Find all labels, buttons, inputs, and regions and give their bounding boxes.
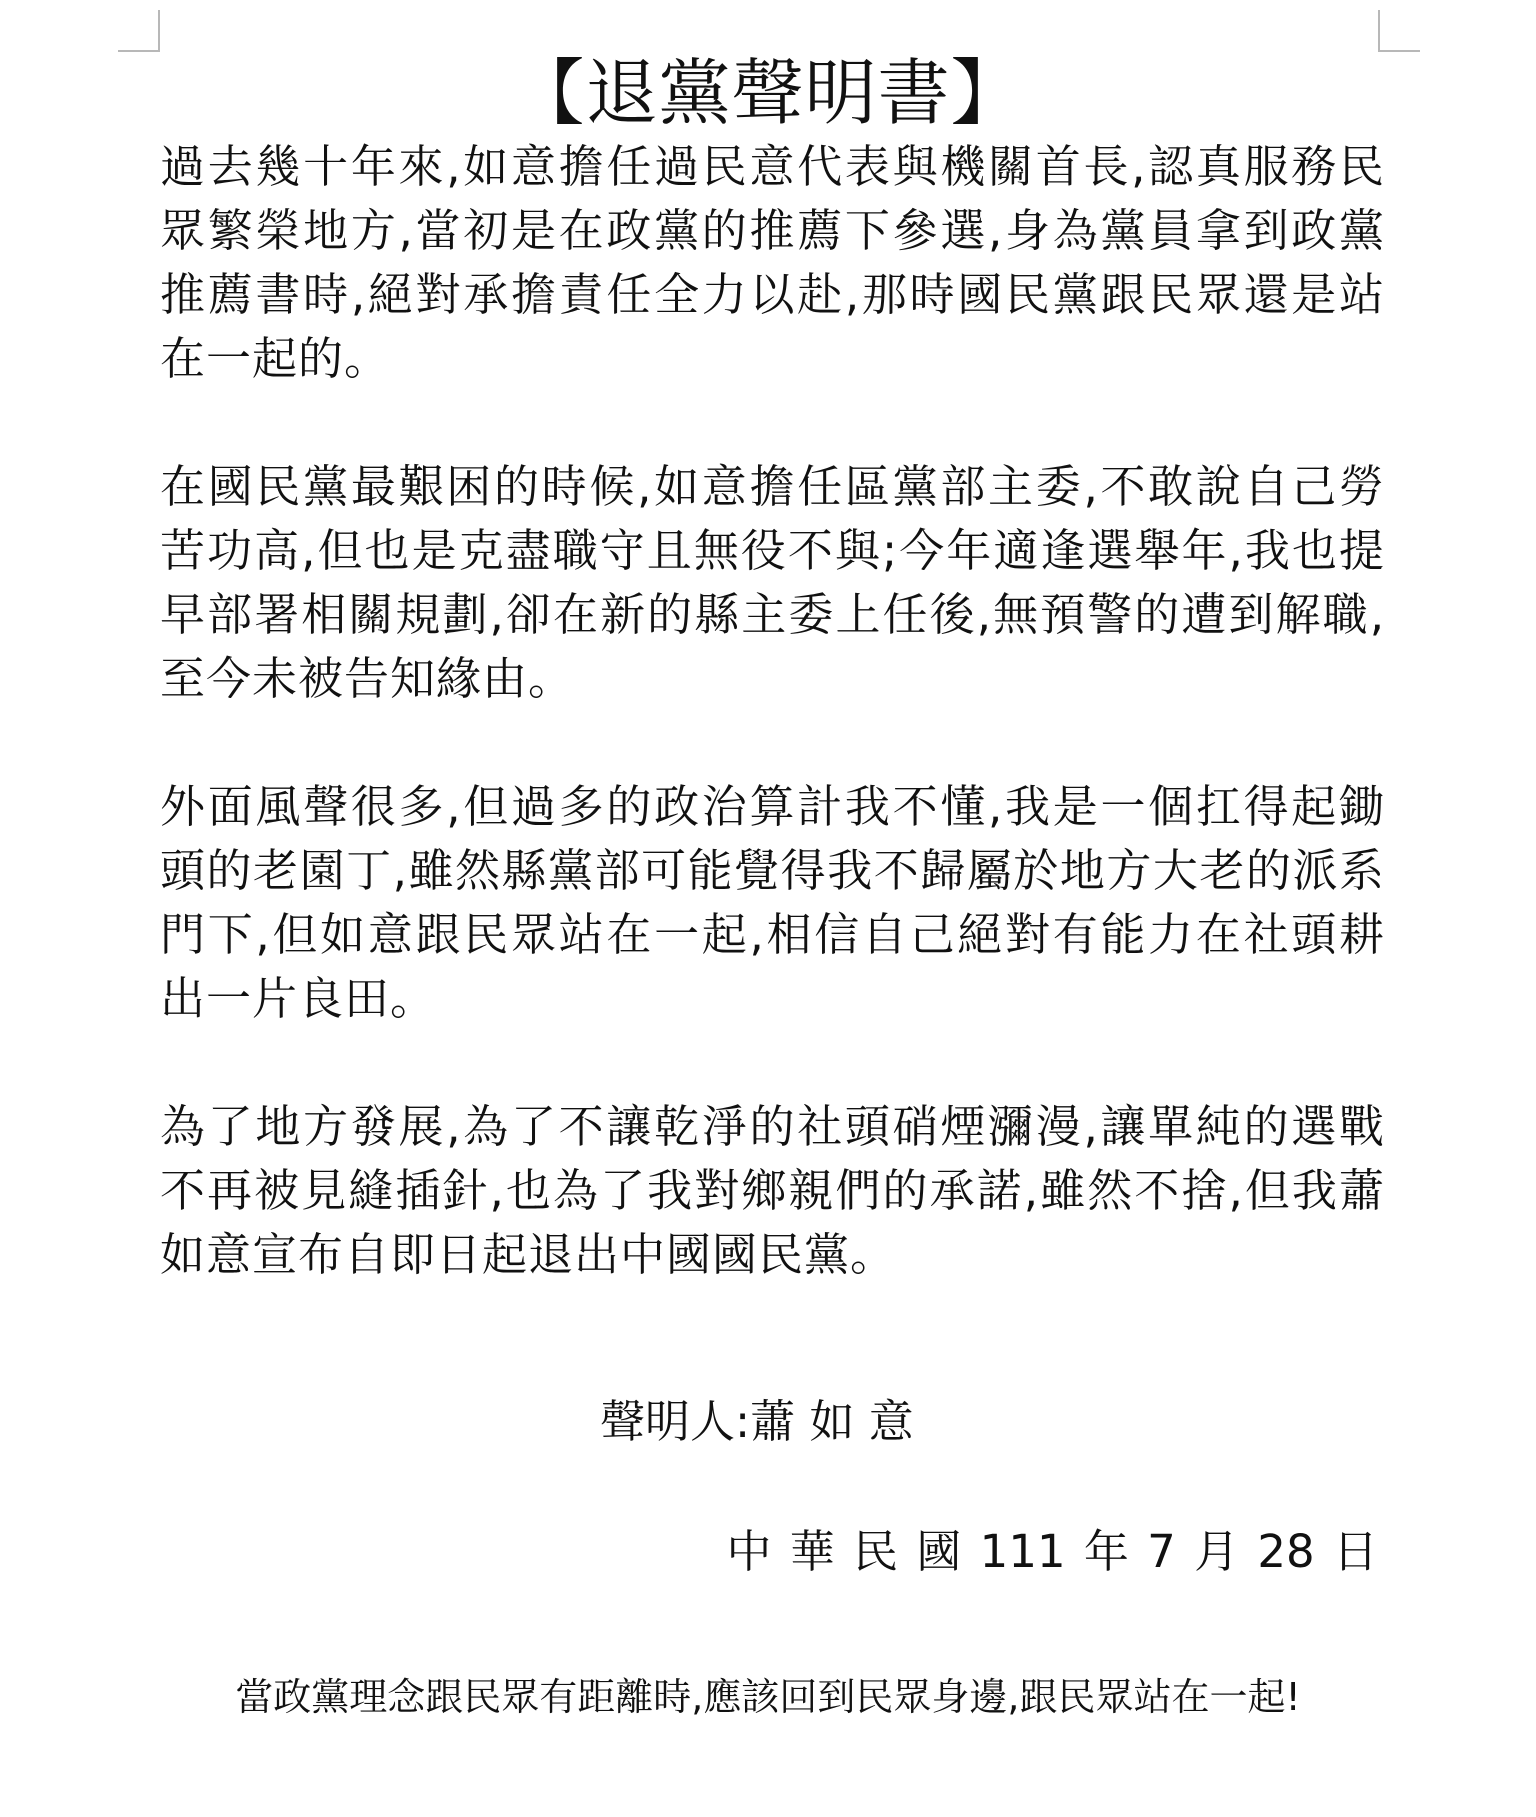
paragraph: 在國民黨最艱困的時候,如意擔任區黨部主委,不敢說自己勞苦功高,但也是克盡職守且無役不與;今年適逢選舉年,我也提早部署相關規劃,卻在新的縣主委上任後,無預警的遭到解職,至今未被告知緣由。: [160, 460, 1385, 705]
paragraph: 為了地方發展,為了不讓乾淨的社頭硝煙瀰漫,讓單純的選戰不再被見縫插針,也為了我對鄉親們的承諾,雖然不捨,但我蕭如意宣布自即日起退出中國國民黨。: [160, 1100, 1385, 1281]
signature-line: 聲明人:蕭 如 意: [600, 1395, 914, 1448]
crop-mark-top-left: [118, 10, 160, 52]
document-body: [160, 135, 1385, 1351]
document-title: 【退黨聲明書】: [512, 51, 1024, 135]
slogan-line: 當政黨理念跟民眾有距離時,應該回到民眾身邊,跟民眾站在一起!: [235, 1675, 1301, 1719]
paragraph: 外面風聲很多,但過多的政治算計我不懂,我是一個扛得起鋤頭的老園丁,雖然縣黨部可能覺得我不歸屬於地方大老的派系門下,但如意跟民眾站在一起,相信自己絕對有能力在社頭耕出一片良田。: [160, 780, 1385, 1025]
crop-mark-top-right: [1378, 10, 1420, 52]
paragraph: 過去幾十年來,如意擔任過民意代表與機關首長,認真服務民眾繁榮地方,當初是在政黨的推薦下參選,身為黨員拿到政黨推薦書時,絕對承擔責任全力以赴,那時國民黨跟民眾還是站在一起的。: [160, 140, 1385, 385]
date-line: 中 華 民 國 111 年 7 月 28 日: [726, 1525, 1378, 1578]
